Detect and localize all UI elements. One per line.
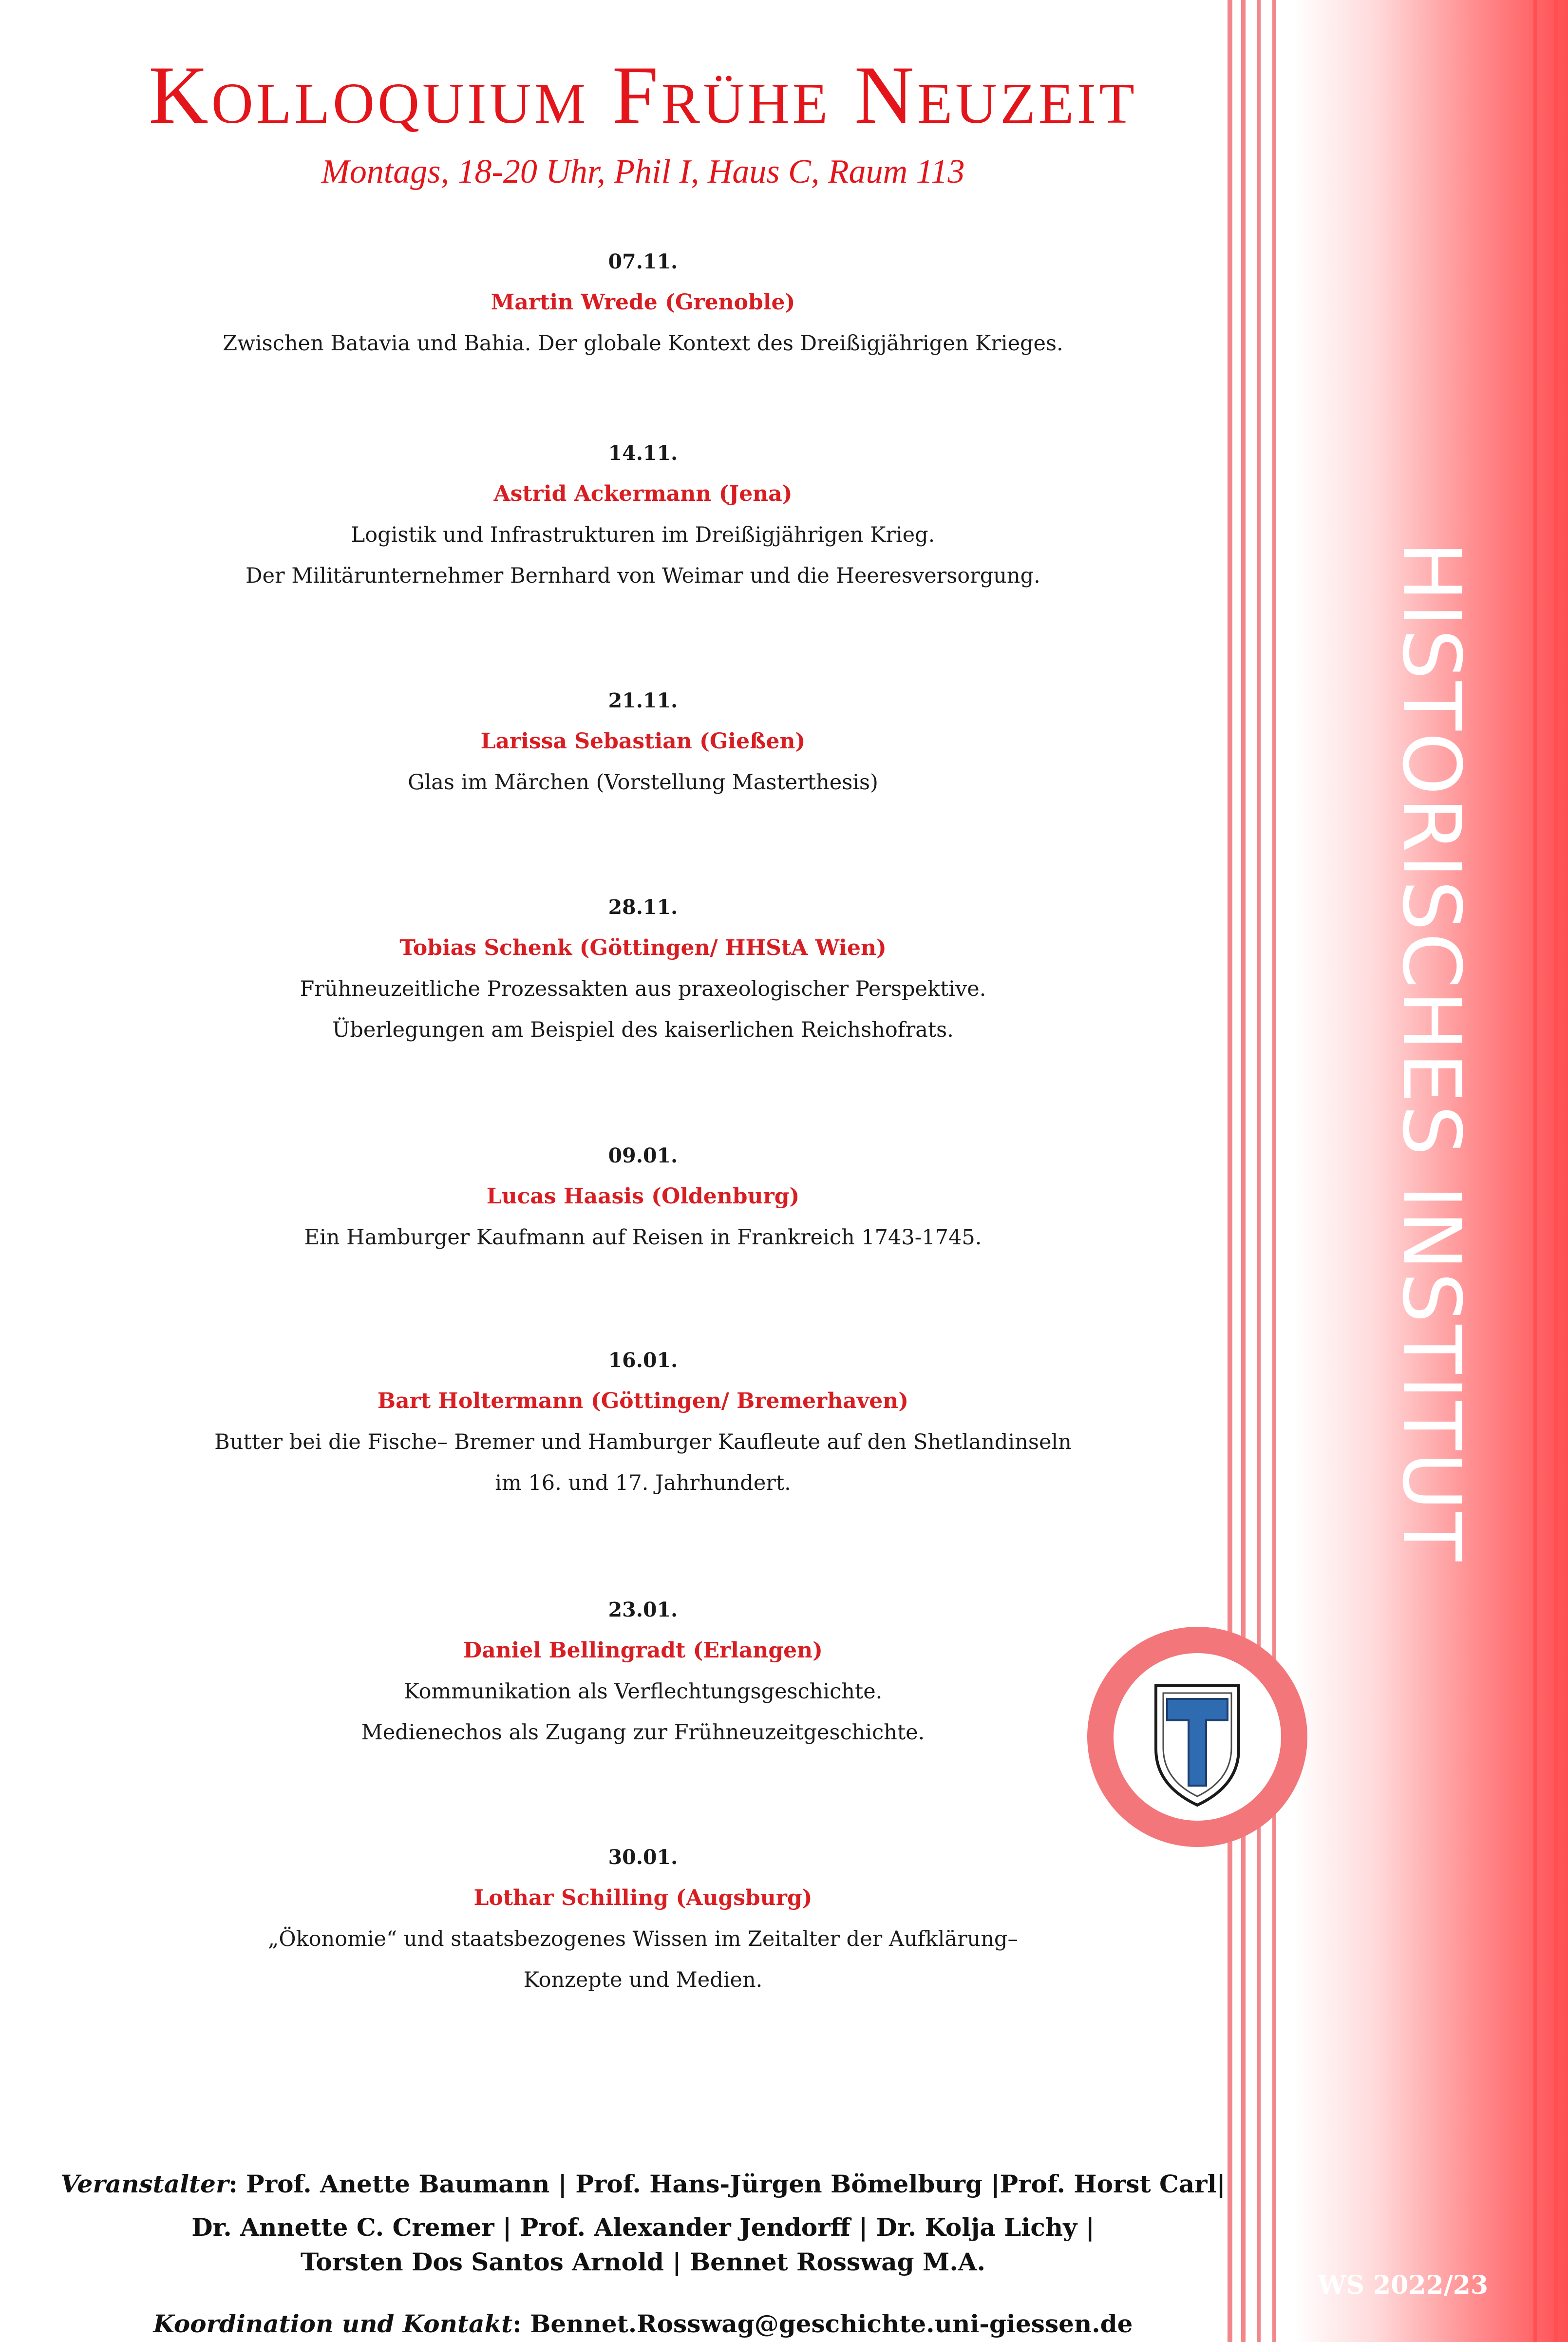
organizers-line-3: Torsten Dos Santos Arnold | Bennet Rosswag M.A. bbox=[301, 2247, 985, 2276]
event-date: 23.01. bbox=[608, 1598, 678, 1621]
event-date: 28.11. bbox=[608, 895, 678, 919]
event-title-line: Medienechos als Zugang zur Frühneuzeitgeschichte. bbox=[361, 1720, 925, 1745]
organizers-names: : Prof. Anette Baumann | Prof. Hans-Jürgen Bömelburg |Prof. Horst Carl| bbox=[228, 2170, 1226, 2198]
event-title-line: Kommunikation als Verflechtungsgeschichte. bbox=[403, 1679, 883, 1704]
event-title-line: Der Militärunternehmer Bernhard von Weimar und die Heeresversorgung. bbox=[246, 564, 1040, 588]
event-date: 09.01. bbox=[608, 1144, 678, 1167]
event-speaker: Larissa Sebastian (Gießen) bbox=[480, 729, 806, 754]
event-speaker: Martin Wrede (Grenoble) bbox=[491, 290, 795, 315]
page-subtitle: Montags, 18-20 Uhr, Phil I, Haus C, Raum 113 bbox=[321, 153, 965, 190]
event-title-line: Überlegungen am Beispiel des kaiserlichen Reichshofrats. bbox=[332, 1018, 954, 1042]
event-date: 07.11. bbox=[608, 250, 678, 273]
semester-label: WS 2022/23 bbox=[1317, 2270, 1489, 2300]
sidebar-stripe bbox=[1533, 0, 1537, 2342]
event-title-line: Konzepte und Medien. bbox=[523, 1968, 763, 1992]
event-title-line: „Ökonomie“ und staatsbezogenes Wissen im Zeitalter der Aufklärung– bbox=[268, 1927, 1018, 1951]
event-item bbox=[0, 1340, 1286, 1504]
organizers-line-2: Dr. Annette C. Cremer | Prof. Alexander Jendorff | Dr. Kolja Lichy | bbox=[191, 2213, 1095, 2242]
contact-line bbox=[0, 2309, 1286, 2338]
t-shield-seal-icon bbox=[1085, 1625, 1309, 1849]
event-speaker: Astrid Ackermann (Jena) bbox=[493, 481, 793, 506]
event-speaker: Tobias Schenk (Göttingen/ HHStA Wien) bbox=[399, 935, 887, 960]
event-title-line: im 16. und 17. Jahrhundert. bbox=[495, 1471, 791, 1495]
event-date: 30.01. bbox=[608, 1846, 678, 1869]
event-date: 14.11. bbox=[608, 441, 678, 465]
event-item bbox=[0, 241, 1286, 364]
sidebar-stripe bbox=[1272, 0, 1276, 2342]
event-title-line: Frühneuzeitliche Prozessakten aus praxeologischer Perspektive. bbox=[300, 977, 986, 1001]
page-title: Kolloquium Frühe Neuzeit bbox=[149, 49, 1137, 141]
sidebar-stripe bbox=[1228, 0, 1232, 2342]
vertical-institute-title: HISTORISCHES INSTITUT bbox=[1385, 541, 1478, 1563]
event-item bbox=[0, 433, 1286, 596]
event-title-line: Zwischen Batavia und Bahia. Der globale Kontext des Dreißigjährigen Krieges. bbox=[223, 331, 1063, 356]
event-date: 16.01. bbox=[608, 1349, 678, 1372]
event-title-line: Butter bei die Fische– Bremer und Hamburger Kaufleute auf den Shetlandinseln bbox=[214, 1430, 1072, 1454]
organizers-line-1 bbox=[0, 2172, 1286, 2196]
event-speaker: Lothar Schilling (Augsburg) bbox=[473, 1885, 812, 1910]
event-date: 21.11. bbox=[608, 689, 678, 712]
event-item bbox=[0, 1135, 1286, 1258]
event-item bbox=[0, 887, 1286, 1050]
event-speaker: Lucas Haasis (Oldenburg) bbox=[486, 1184, 800, 1209]
event-item bbox=[0, 680, 1286, 803]
event-item bbox=[0, 1837, 1286, 2000]
event-title-line: Glas im Märchen (Vorstellung Masterthesis) bbox=[408, 770, 878, 795]
sidebar-stripe bbox=[1554, 0, 1558, 2342]
sidebar-stripe bbox=[1241, 0, 1246, 2342]
event-speaker: Bart Holtermann (Göttingen/ Bremerhaven) bbox=[377, 1389, 909, 1413]
seal-graphic bbox=[1085, 1625, 1309, 1849]
event-title-line: Logistik und Infrastrukturen im Dreißigjährigen Krieg. bbox=[351, 523, 935, 547]
sidebar-stripe bbox=[1257, 0, 1261, 2342]
contact-label: Koordination und Kontakt bbox=[153, 2309, 513, 2338]
event-title-line: Ein Hamburger Kaufmann auf Reisen in Frankreich 1743-1745. bbox=[304, 1225, 982, 1250]
event-speaker: Daniel Bellingradt (Erlangen) bbox=[463, 1638, 823, 1663]
organizers-label: Veranstalter bbox=[60, 2170, 229, 2198]
contact-email: : Bennet.Rosswag@geschichte.uni-giessen.de bbox=[512, 2309, 1133, 2338]
